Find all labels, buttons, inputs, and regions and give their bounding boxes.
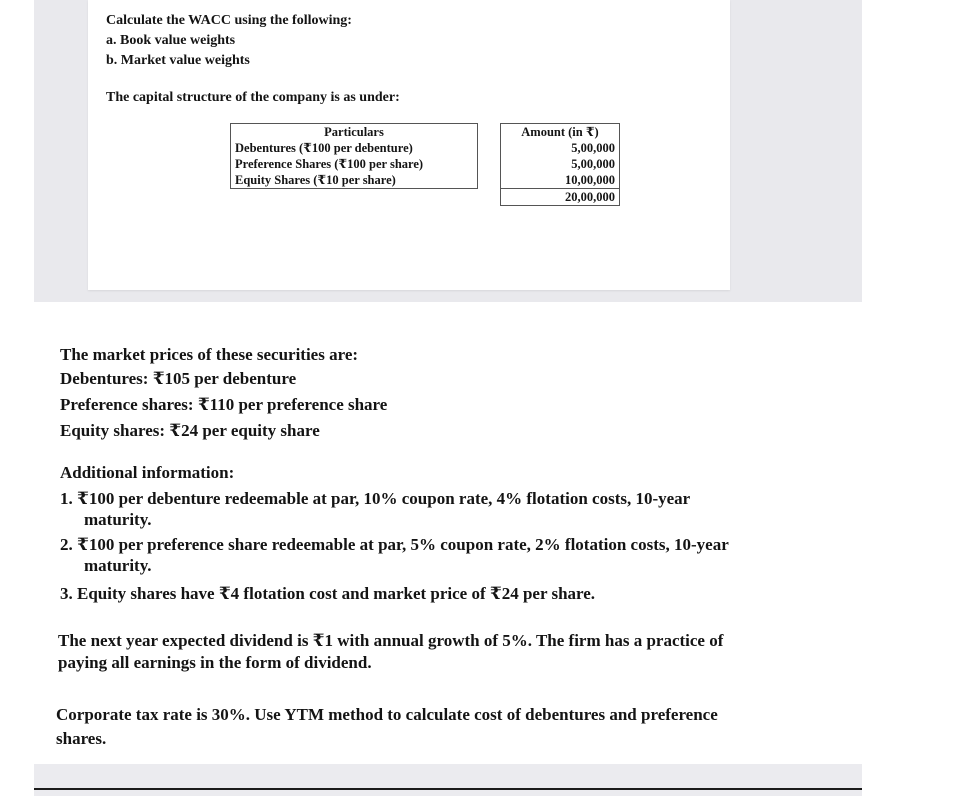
- bottom-divider: [34, 788, 862, 790]
- market-price-debentures: Debentures: ₹105 per debenture: [60, 369, 297, 388]
- header-amount: Amount (in ₹): [501, 124, 620, 141]
- row-particular: Debentures (₹100 per debenture): [231, 140, 478, 156]
- table-row: [231, 156, 620, 172]
- market-prices-title: The market prices of these securities are:: [60, 345, 359, 364]
- table-total-row: [231, 189, 620, 206]
- tax-line-1: Corporate tax rate is 30%. Use YTM method to calculate cost of debentures and preference: [56, 705, 718, 724]
- row-particular: Equity Shares (₹10 per share): [231, 172, 478, 189]
- dividend-line-2: paying all earnings in the form of dividend.: [58, 653, 372, 672]
- additional-item-2-cont: maturity.: [84, 556, 152, 575]
- question-sheet: [88, 0, 730, 290]
- market-price-preference: Preference shares: ₹110 per preference share: [60, 395, 388, 414]
- additional-item-1: 1. ₹100 per debenture redeemable at par, 10% coupon rate, 4% flotation costs, 10-year: [60, 489, 691, 508]
- details-sheet: [0, 302, 962, 764]
- dividend-line-1: The next year expected dividend is ₹1 with annual growth of 5%. The firm has a practice of: [58, 631, 724, 650]
- capital-structure-intro: The capital structure of the company is as under:: [106, 90, 400, 105]
- row-amount: 5,00,000: [501, 156, 620, 172]
- tax-line-2: shares.: [56, 729, 107, 748]
- table-header-row: [231, 124, 620, 141]
- additional-info-title: Additional information:: [60, 463, 235, 482]
- instruction-book-value: a. Book value weights: [106, 33, 236, 48]
- row-amount: 10,00,000: [501, 172, 620, 189]
- header-particulars: Particulars: [231, 124, 478, 141]
- row-particular: Preference Shares (₹100 per share): [231, 156, 478, 172]
- instruction-market-value: b. Market value weights: [106, 53, 250, 68]
- bottom-screenshot-background: [34, 764, 862, 796]
- table-row: [231, 172, 620, 189]
- table-row: [231, 140, 620, 156]
- market-price-equity: Equity shares: ₹24 per equity share: [60, 421, 320, 440]
- total-amount: 20,00,000: [501, 189, 620, 206]
- capital-structure-table: [230, 123, 620, 206]
- instruction-heading: Calculate the WACC using the following:: [106, 13, 352, 28]
- additional-item-1-cont: maturity.: [84, 510, 152, 529]
- additional-item-3: 3. Equity shares have ₹4 flotation cost and market price of ₹24 per share.: [60, 584, 596, 603]
- additional-item-2: 2. ₹100 per preference share redeemable at par, 5% coupon rate, 2% flotation costs, 10-year: [60, 535, 729, 554]
- row-amount: 5,00,000: [501, 140, 620, 156]
